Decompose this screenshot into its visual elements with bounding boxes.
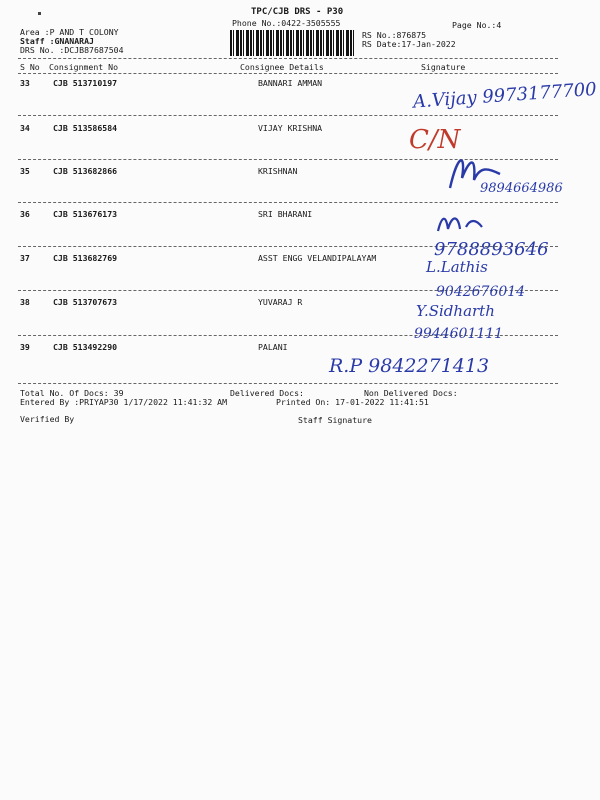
row-divider: [18, 246, 558, 247]
table-row: [0, 253, 600, 265]
sig38-number: 9944601111: [414, 326, 504, 342]
phone-number: Phone No.:0422-3505555: [232, 18, 341, 28]
verified-by: Verified By: [20, 414, 75, 424]
barcode: [230, 30, 356, 56]
sig35-text: 9894664986: [480, 181, 563, 196]
staff-label: Staff :GNANARAJ: [20, 36, 94, 46]
row-sno: 39: [20, 342, 30, 352]
row-consignment: CJB 513492290: [53, 342, 118, 352]
col-signature: Signature: [421, 62, 466, 72]
drs-number: DRS No. :DCJB87687504: [20, 45, 124, 55]
sig37-name: L.Lathis: [426, 258, 488, 276]
row-consignee: BANNARI AMMAN: [258, 78, 323, 88]
table-row: [0, 297, 600, 309]
row-consignment: CJB 513676173: [53, 209, 118, 219]
row-divider: [18, 159, 558, 160]
row-consignee: SRI BHARANI: [258, 209, 313, 219]
row-consignee: VIJAY KRISHNA: [258, 123, 323, 133]
row-sno: 33: [20, 78, 30, 88]
entered-by: Entered By :PRIYAP30 1/17/2022 11:41:32 AM: [20, 397, 228, 407]
row-sno: 36: [20, 209, 30, 219]
row-consignee: KRISHNAN: [258, 166, 298, 176]
row-sno: 38: [20, 297, 30, 307]
row-consignee: ASST ENGG VELANDIPALAYAM: [258, 253, 377, 263]
row-consignee: PALANI: [258, 342, 288, 352]
row-consignment: CJB 513682769: [53, 253, 118, 263]
report-title: TPC/CJB DRS - P30: [251, 7, 344, 17]
columns-divider: [18, 73, 558, 74]
row-divider: [18, 115, 558, 116]
row-consignment: CJB 513707673: [53, 297, 118, 307]
row-consignment: CJB 513586584: [53, 123, 118, 133]
row-sno: 34: [20, 123, 30, 133]
row-sno: 37: [20, 253, 30, 263]
sig36-text: 9788893646: [434, 239, 549, 260]
table-row: [0, 342, 600, 354]
row-divider: [18, 202, 558, 203]
page-number: Page No.:4: [452, 20, 502, 30]
delivered-docs: Delivered Docs:: [230, 388, 304, 398]
sig33-text: A.Vijay 9973177700: [412, 78, 598, 113]
table-row: [0, 209, 600, 221]
table-row: [0, 166, 600, 178]
sig34-text: C/N: [409, 125, 461, 155]
row-consignment: CJB 513682866: [53, 166, 118, 176]
col-consignee: Consignee Details: [240, 62, 324, 72]
row-divider: [18, 290, 558, 291]
table-row: [0, 78, 600, 90]
row-consignment: CJB 513710197: [53, 78, 118, 88]
sig37-number: 9042676014: [436, 284, 526, 300]
row-sno: 35: [20, 166, 30, 176]
rs-number: RS No.:876875: [362, 30, 427, 40]
total-docs: Total No. Of Docs: 39: [20, 388, 124, 398]
sig38-name: Y.Sidharth: [416, 302, 495, 320]
table-row: [0, 123, 600, 135]
non-delivered-docs: Non Delivered Docs:: [364, 388, 458, 398]
header-divider: [18, 58, 558, 59]
table-end-divider: [18, 383, 558, 384]
sig39-text: R.P 9842271413: [329, 355, 490, 377]
area-label: Area :P AND T COLONY: [20, 27, 119, 37]
col-consignment: Consignment No: [49, 62, 119, 72]
row-divider: [18, 335, 558, 336]
corner-mark: [38, 12, 41, 15]
staff-signature: Staff Signature: [298, 415, 372, 425]
printed-on: Printed On: 17-01-2022 11:41:51: [276, 397, 429, 407]
col-sno: S No: [20, 62, 40, 72]
row-consignee: YUVARAJ R: [258, 297, 303, 307]
rs-date: RS Date:17-Jan-2022: [362, 39, 456, 49]
